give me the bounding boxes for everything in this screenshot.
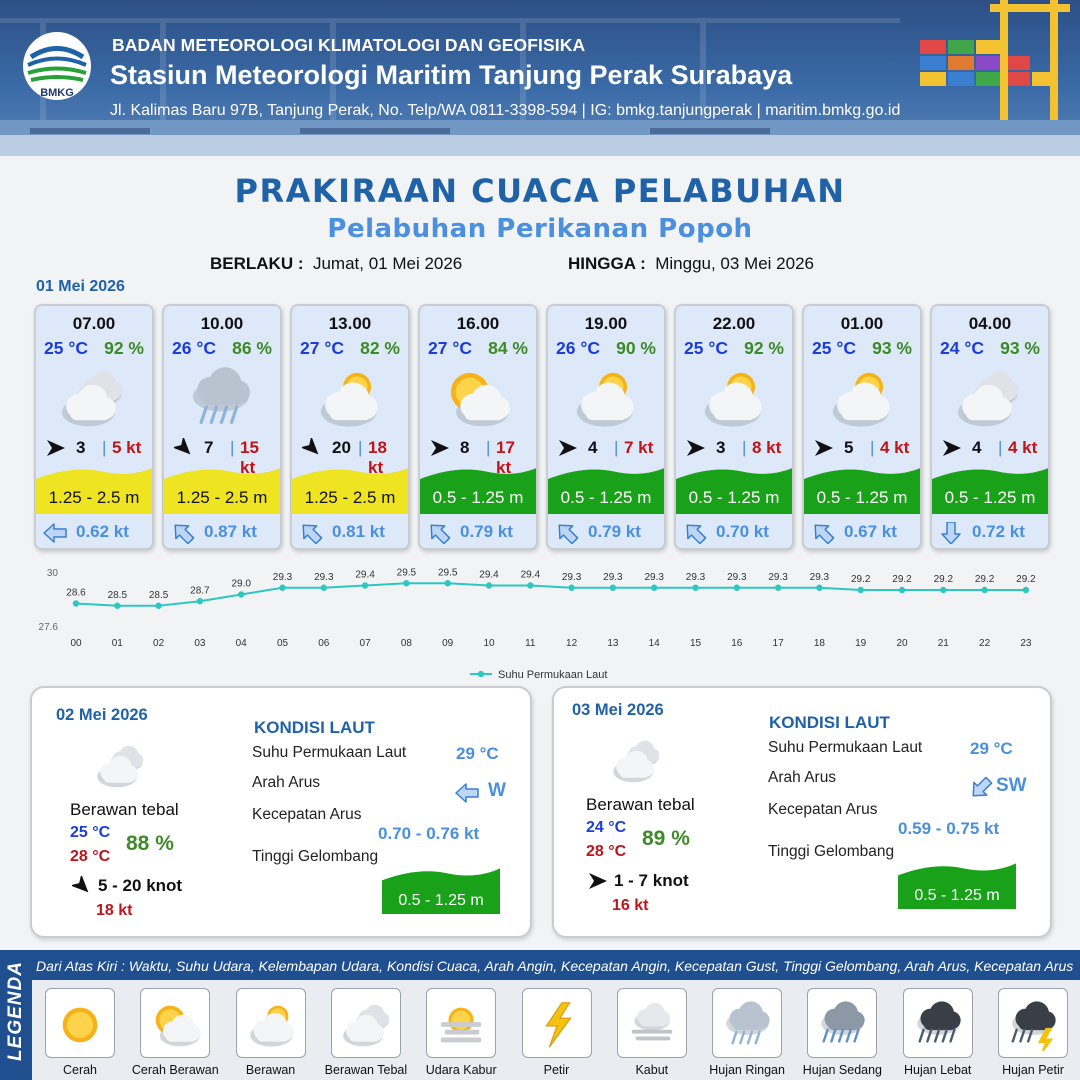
data-label: 29.2: [892, 574, 912, 585]
x-tick-label: 13: [607, 638, 619, 649]
current-arrow-icon: [454, 782, 480, 804]
x-tick-label: 04: [235, 638, 247, 649]
valid-from-value: Jumat, 01 Mei 2026: [312, 254, 463, 273]
valid-to: [568, 254, 814, 274]
day-condition: Berawan tebal: [586, 795, 695, 814]
current-arrow-icon: [968, 777, 994, 799]
forecast-wind: [426, 436, 534, 477]
x-tick-label: 06: [318, 638, 330, 649]
forecast-card-1300: [290, 304, 410, 550]
day-gust: 18 kt: [96, 902, 133, 919]
data-label: 29.3: [727, 571, 747, 583]
cerah-berawan-icon: [442, 364, 518, 430]
current: [36, 514, 152, 550]
wind-speed: 3: [716, 438, 726, 457]
kabut-icon: [626, 997, 680, 1051]
legend-item-label: Berawan Tebal: [324, 1063, 408, 1077]
wave-height-value: 0.5 - 1.25 m: [914, 887, 1000, 904]
legend-item-udara-kabur: [426, 988, 496, 1058]
current-speed-label: Kecepatan Arus: [252, 806, 362, 823]
data-label: 29.0: [231, 578, 251, 590]
berawan-tebal-icon: [88, 740, 158, 790]
current: [932, 514, 1048, 550]
x-tick-label: 23: [1020, 638, 1032, 649]
hujan-ringan-icon: [186, 364, 262, 430]
current-speed: 0.62 kt: [76, 522, 129, 541]
wind-separator: |: [486, 438, 491, 457]
data-label: 29.3: [314, 571, 334, 583]
data-point: [858, 587, 864, 593]
data-label: 28.5: [107, 589, 128, 601]
forecast-wind: [170, 436, 278, 477]
legend-item-hujan-ringan: [712, 988, 782, 1058]
current-speed-label: Kecepatan Arus: [768, 801, 878, 818]
page-title: PRAKIRAAN CUACA PELABUHAN: [234, 172, 846, 210]
wind-arrow-icon: [302, 438, 322, 458]
data-label: 29.4: [355, 569, 375, 581]
x-tick-label: 01: [111, 638, 123, 649]
x-tick-label: 00: [70, 638, 82, 649]
data-point: [692, 585, 698, 591]
day-temp-min: 24 °C: [586, 819, 627, 836]
hujan-sedang-icon: [816, 997, 870, 1051]
legend-item-hujan-lebat: [903, 988, 973, 1058]
forecast-card-0100: [802, 304, 922, 550]
berawan-icon: [698, 364, 774, 430]
gust-speed: 17 kt: [496, 438, 515, 477]
current: [548, 514, 664, 550]
legend-item-hujan-petir: [998, 988, 1068, 1058]
x-tick-label: 07: [359, 638, 371, 649]
legend-label: Suhu Permukaan Laut: [498, 669, 608, 681]
legend-item-cerah-berawan: [140, 988, 210, 1058]
current-arrow-icon: [298, 522, 324, 544]
forecast-card-1000: [162, 304, 282, 550]
legend-marker: [478, 671, 484, 677]
wave-height: 0.5 - 1.25 m: [816, 488, 908, 507]
station-name: Stasiun Meteorologi Maritim Tanjung Perak Surabaya: [110, 60, 793, 90]
wave-height: 1.25 - 2.5 m: [304, 488, 396, 507]
forecast-temp: 26 °C: [556, 338, 600, 358]
forecast-card-1600: [418, 304, 538, 550]
current-arrow-icon: [42, 522, 68, 544]
current-speed: 0.72 kt: [972, 522, 1025, 541]
x-tick-label: 12: [566, 638, 578, 649]
org-name: BADAN METEOROLOGI KLIMATOLOGI DAN GEOFISIKA: [112, 35, 586, 55]
wind-arrow-icon: [686, 438, 706, 458]
sst-label: Suhu Permukaan Laut: [768, 739, 923, 756]
legend-item-label: Hujan Ringan: [709, 1063, 785, 1077]
berawan-tebal-icon: [58, 364, 134, 430]
forecast-wind: [42, 436, 150, 460]
current-direction: SW: [996, 775, 1027, 796]
legend-item-label: Cerah: [62, 1063, 98, 1077]
data-label: 29.4: [520, 569, 541, 581]
data-label: 29.2: [974, 574, 995, 585]
day-temp-max: 28 °C: [586, 843, 627, 860]
gust-speed: 7 kt: [624, 438, 654, 457]
petir-icon: [531, 997, 585, 1051]
day-wind: 1 - 7 knot: [614, 871, 689, 890]
wind-speed: 4: [972, 438, 982, 457]
wind-arrow-icon: [588, 871, 608, 891]
sea-condition-heading: KONDISI LAUT: [254, 718, 375, 737]
data-point: [445, 580, 451, 586]
x-tick-label: 11: [525, 638, 536, 649]
current-arrow-icon: [554, 522, 580, 544]
current-speed: 0.70 kt: [716, 522, 769, 541]
current: [292, 514, 408, 550]
berawan-tebal-icon: [340, 997, 394, 1051]
data-point: [775, 585, 781, 591]
forecast-temp: 25 °C: [684, 338, 728, 358]
berawan-tebal-icon: [604, 735, 674, 785]
cerah-icon: [54, 997, 108, 1051]
forecast-time: 04.00: [968, 314, 1012, 333]
forecast-wind: [810, 436, 918, 460]
current-arrow-icon: [938, 522, 964, 544]
forecast-humidity: 92 %: [104, 338, 144, 358]
legend-item-label: Hujan Lebat: [903, 1063, 972, 1077]
valid-from: [210, 254, 462, 274]
legend-item-label: Hujan Petir: [1002, 1063, 1064, 1077]
hujan-petir-icon: [1007, 997, 1061, 1051]
gust-speed: 8 kt: [752, 438, 782, 457]
wind-speed: 4: [588, 438, 598, 457]
data-point: [527, 582, 533, 588]
data-point: [321, 585, 327, 591]
wave-height: 0.5 - 1.25 m: [688, 488, 780, 507]
wind-speed: 8: [460, 438, 470, 457]
gust-speed: 5 kt: [112, 438, 142, 457]
wind-arrow-icon: [814, 438, 834, 458]
valid-from-label: BERLAKU :: [210, 254, 304, 273]
berawan-icon: [314, 364, 390, 430]
day-panel-2: [30, 686, 532, 938]
legend-side: [0, 950, 32, 1080]
legend: [0, 950, 1080, 1080]
x-tick-label: 21: [937, 638, 949, 649]
day-date: 03 Mei 2026: [572, 701, 664, 719]
x-tick-label: 16: [731, 638, 743, 649]
series-line: [76, 583, 1026, 606]
data-label: 28.7: [190, 585, 210, 597]
legend-item-petir: [522, 988, 592, 1058]
gust-speed: 18 kt: [368, 438, 387, 477]
current-speed: 0.67 kt: [844, 522, 897, 541]
y-tick-label: 27.6: [38, 622, 58, 633]
current-arrow-icon: [810, 522, 836, 544]
x-tick-label: 02: [153, 638, 165, 649]
legend-item-label: Petir: [543, 1063, 570, 1077]
forecast-time: 10.00: [200, 314, 244, 333]
current: [164, 514, 280, 550]
wind-separator: |: [358, 438, 363, 457]
berawan-icon: [570, 364, 646, 430]
current: [420, 514, 536, 550]
legend-description: Dari Atas Kiri : Waktu, Suhu Udara, Kelembapan Udara, Kondisi Cuaca, Arah Angin, Kecepatan Angin, Kecepatan Gust, Tinggi Gelombang, Arah Arus, Kecepatan Arus: [32, 950, 1080, 980]
data-label: 29.3: [603, 571, 623, 583]
wind-separator: |: [230, 438, 235, 457]
current-speed-range: 0.70 - 0.76 kt: [378, 824, 480, 843]
data-point: [238, 591, 244, 597]
forecast-time: 22.00: [712, 314, 756, 333]
forecast-humidity: 90 %: [616, 338, 656, 358]
forecast-wind: [938, 436, 1046, 460]
logo-text: BMKG: [40, 87, 74, 99]
valid-to-value: Minggu, 03 Mei 2026: [655, 254, 814, 273]
forecast-humidity: 92 %: [744, 338, 784, 358]
data-point: [114, 603, 120, 609]
forecast-humidity: 93 %: [1000, 338, 1040, 358]
current-arrow-icon: [426, 522, 452, 544]
forecast-humidity: 84 %: [488, 338, 528, 358]
valid-to-label: HINGGA :: [568, 254, 646, 273]
current-direction-label: Arah Arus: [768, 769, 837, 786]
data-point: [981, 587, 987, 593]
wind-separator: |: [742, 438, 747, 457]
data-point: [651, 585, 657, 591]
gust-speed: 15 kt: [240, 438, 259, 477]
gust-speed: 4 kt: [880, 438, 910, 457]
legend-item-berawan-tebal: [331, 988, 401, 1058]
bmkg-logo-icon: [14, 30, 100, 108]
current-direction-label: Arah Arus: [252, 774, 321, 791]
berawan-tebal-icon: [954, 364, 1030, 430]
current-speed: 0.81 kt: [332, 522, 385, 541]
x-tick-label: 22: [979, 638, 991, 649]
day-temp-min: 25 °C: [70, 824, 111, 841]
wind-separator: |: [870, 438, 875, 457]
data-point: [155, 603, 161, 609]
forecast-temp: 25 °C: [44, 338, 88, 358]
current-speed: 0.87 kt: [204, 522, 257, 541]
x-tick-label: 03: [194, 638, 206, 649]
data-point: [816, 585, 822, 591]
data-point: [940, 587, 946, 593]
x-tick-label: 10: [483, 638, 495, 649]
current: [676, 514, 792, 550]
forecast-time: 16.00: [456, 314, 500, 333]
data-label: 29.4: [479, 569, 499, 581]
y-tick-label: 30: [46, 568, 58, 579]
berawan-icon: [826, 364, 902, 430]
legend-item-hujan-sedang: [807, 988, 877, 1058]
wave-height: 0.5 - 1.25 m: [432, 488, 524, 507]
current-speed: 0.79 kt: [588, 522, 641, 541]
wind-speed: 7: [204, 438, 214, 457]
wind-arrow-icon: [558, 438, 578, 458]
day-humidity: 89 %: [642, 827, 690, 850]
x-tick-label: 15: [689, 638, 702, 649]
forecast-temp: 24 °C: [940, 338, 984, 358]
wind-speed: 5: [844, 438, 854, 457]
wave-height-label: Tinggi Gelombang: [252, 848, 379, 865]
data-label: 29.3: [561, 571, 582, 583]
day-panel-3: [552, 686, 1052, 938]
legend-item-label: Cerah Berawan: [131, 1063, 219, 1077]
data-label: 29.3: [685, 571, 706, 583]
wave-height: 0.5 - 1.25 m: [560, 488, 652, 507]
wind-arrow-icon: [430, 438, 450, 458]
berawan-icon: [245, 997, 299, 1051]
current-speed-range: 0.59 - 0.75 kt: [898, 819, 1000, 838]
data-point: [73, 600, 79, 606]
wave-height: 1.25 - 2.5 m: [48, 488, 140, 507]
forecast-humidity: 82 %: [360, 338, 400, 358]
wind-speed: 3: [76, 438, 86, 457]
udara-kabur-icon: [435, 997, 489, 1051]
data-label: 29.5: [396, 567, 417, 579]
legend-item-label: Kabut: [635, 1063, 669, 1077]
wind-separator: |: [102, 438, 107, 457]
legend-item-label: Hujan Sedang: [802, 1063, 882, 1077]
forecast-humidity: 93 %: [872, 338, 912, 358]
forecast-temp: 27 °C: [300, 338, 344, 358]
forecast-time: 13.00: [328, 314, 372, 333]
forecast-wind: [554, 436, 662, 460]
current: [804, 514, 920, 550]
data-label: 29.2: [850, 574, 871, 585]
legend-item-label: Berawan: [245, 1063, 296, 1077]
wind-arrow-icon: [46, 438, 66, 458]
forecast-card-2200: [674, 304, 794, 550]
x-tick-label: 20: [896, 638, 908, 649]
data-point: [486, 582, 492, 588]
legend-title: LEGENDA: [5, 961, 26, 1061]
wind-arrow-icon: [174, 438, 194, 458]
day-condition: Berawan tebal: [70, 800, 179, 819]
day1-date: 01 Mei 2026: [36, 278, 125, 295]
data-point: [734, 585, 740, 591]
current-arrow-icon: [682, 522, 708, 544]
wind-separator: |: [614, 438, 619, 457]
wind-separator: |: [998, 438, 1003, 457]
forecast-time: 07.00: [72, 314, 116, 333]
data-label: 29.2: [1016, 574, 1036, 585]
x-tick-label: 05: [276, 638, 289, 649]
x-tick-label: 18: [813, 638, 825, 649]
station-address: Jl. Kalimas Baru 97B, Tanjung Perak, No. Telp/WA 0811-3398-594 | IG: bmkg.tanjungperak | maritim.bmkg.go.id: [110, 102, 901, 119]
forecast-card-0400: [930, 304, 1050, 550]
wave-height-label: Tinggi Gelombang: [768, 843, 895, 860]
hujan-ringan-icon: [721, 997, 775, 1051]
wave-height: 1.25 - 2.5 m: [176, 488, 268, 507]
legend-item-cerah: [45, 988, 115, 1058]
sst-value: 29 °C: [970, 739, 1013, 758]
forecast-temp: 27 °C: [428, 338, 472, 358]
data-point: [403, 580, 409, 586]
data-label: 28.5: [148, 589, 169, 601]
sst-chart: [30, 562, 1050, 682]
data-label: 29.3: [809, 571, 830, 583]
wind-arrow-icon: [942, 438, 962, 458]
wave-height: 0.5 - 1.25 m: [944, 488, 1036, 507]
day-temp-max: 28 °C: [70, 848, 111, 865]
header-banner: [0, 0, 1080, 156]
sst-value: 29 °C: [456, 744, 499, 763]
x-tick-label: 08: [400, 638, 412, 649]
forecast-time: 19.00: [584, 314, 628, 333]
forecast-wind: [298, 436, 406, 477]
x-tick-label: 19: [855, 638, 867, 649]
data-point: [568, 585, 574, 591]
data-point: [362, 582, 368, 588]
sea-condition-heading: KONDISI LAUT: [769, 713, 890, 732]
day-wind: 5 - 20 knot: [98, 876, 183, 895]
x-tick-label: 14: [648, 638, 660, 649]
forecast-temp: 25 °C: [812, 338, 856, 358]
forecast-card-0700: [34, 304, 154, 550]
cerah-berawan-icon: [149, 997, 203, 1051]
hujan-lebat-icon: [912, 997, 966, 1051]
x-tick-label: 17: [772, 638, 784, 649]
data-label: 28.6: [66, 587, 86, 599]
sst-label: Suhu Permukaan Laut: [252, 744, 407, 761]
legend-item-kabut: [617, 988, 687, 1058]
data-label: 29.3: [644, 571, 664, 583]
data-point: [197, 598, 203, 604]
current-arrow-icon: [170, 522, 196, 544]
data-label: 29.3: [272, 571, 293, 583]
forecast-temp: 26 °C: [172, 338, 216, 358]
data-label: 29.2: [933, 574, 954, 585]
day-humidity: 88 %: [126, 832, 174, 855]
data-point: [1023, 587, 1029, 593]
data-label: 29.3: [768, 571, 788, 583]
wind-speed: 20: [332, 438, 351, 457]
data-label: 29.5: [437, 567, 458, 579]
forecast-wind: [682, 436, 790, 460]
data-point: [610, 585, 616, 591]
current-direction: W: [488, 780, 506, 801]
gust-speed: 4 kt: [1008, 438, 1038, 457]
forecast-humidity: 86 %: [232, 338, 272, 358]
day-date: 02 Mei 2026: [56, 706, 148, 724]
wave-height-value: 0.5 - 1.25 m: [398, 892, 484, 909]
forecast-card-1900: [546, 304, 666, 550]
data-point: [279, 585, 285, 591]
forecast-time: 01.00: [840, 314, 884, 333]
x-tick-label: 09: [442, 638, 454, 649]
page-subtitle: Pelabuhan Perikanan Popoh: [327, 214, 753, 244]
current-speed: 0.79 kt: [460, 522, 513, 541]
data-point: [899, 587, 905, 593]
legend-item-label: Udara Kabur: [425, 1063, 497, 1077]
legend-item-berawan: [236, 988, 306, 1058]
day-gust: 16 kt: [612, 897, 649, 914]
wind-arrow-icon: [72, 876, 92, 896]
